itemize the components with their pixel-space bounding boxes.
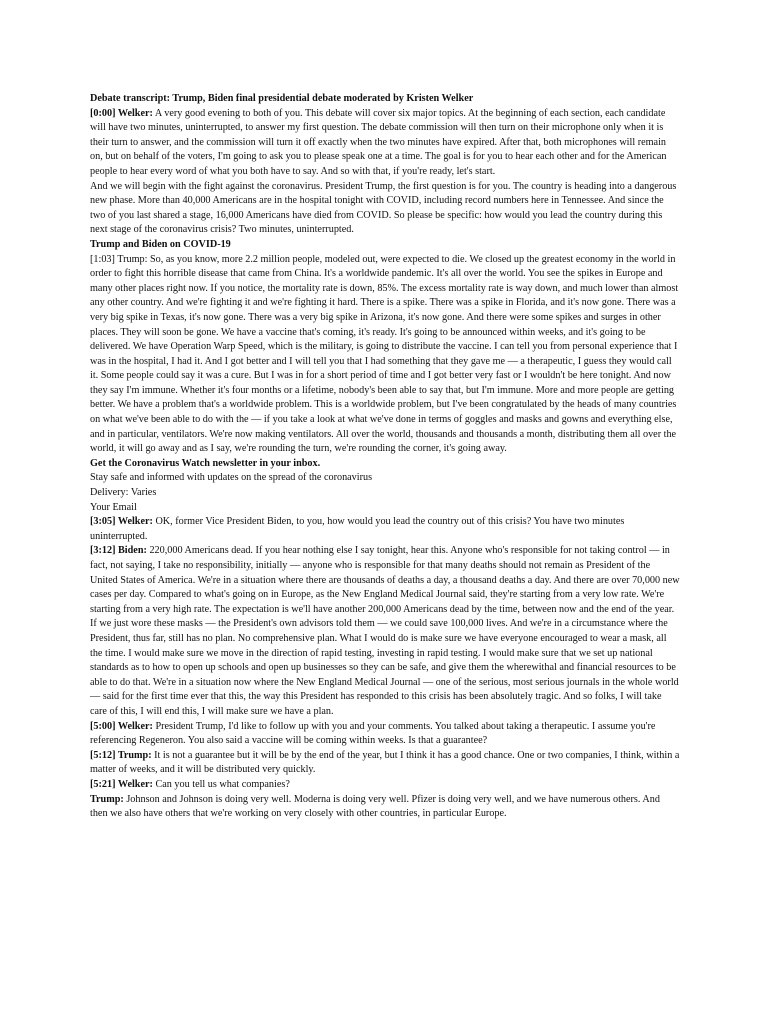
transcript-paragraph (90, 793, 680, 822)
section-heading: Get the Coronavirus Watch newsletter in your inbox. (90, 457, 321, 469)
section-heading: Trump and Biden on COVID-19 (90, 238, 231, 250)
transcript-paragraph (90, 778, 680, 793)
transcript-paragraph (90, 180, 680, 238)
paragraph-text: And we will begin with the fight against the coronavirus. President Trump, the first question is for you. The country is heading into a dangerous new phase. More than 40,000 Americans are in the hospital tonight with COVID, including record numbers here in Tennessee. And since the two of you last shared a stage, 16,000 Americans have died from COVID. So please be specific: how would you lead the country during this next stage of the coronavirus crisis? Two minutes, uninterrupted. (90, 180, 677, 236)
speaker-timestamp: [3:12] Biden: (90, 545, 147, 557)
transcript-paragraph (90, 486, 680, 501)
transcript-paragraph (90, 544, 680, 719)
paragraph-text: Can you tell us what companies? (152, 778, 290, 790)
transcript-paragraph (90, 107, 680, 180)
paragraph-text: Delivery: Varies (90, 487, 157, 499)
transcript-body (90, 107, 680, 822)
transcript-paragraph (90, 515, 680, 544)
paragraph-text: OK, former Vice President Biden, to you, how would you lead the country out of this crisis? You have two minutes uninterrupted. (90, 516, 625, 542)
speaker-timestamp: [5:00] Welker: (90, 720, 153, 732)
document-title: Debate transcript: Trump, Biden final presidential debate moderated by Kristen Welker (90, 93, 474, 104)
transcript-paragraph (90, 749, 680, 778)
paragraph-text: It is not a guarantee but it will be by the end of the year, but I think it has a good chance. One or two companies, I think, within a matter of weeks, and it will be distributed very quickly. (90, 749, 680, 776)
speaker-timestamp: [0:00] Welker: (90, 107, 153, 119)
paragraph-text: Stay safe and informed with updates on the spread of the coronavirus (90, 472, 373, 484)
transcript-paragraph (90, 471, 680, 486)
transcript-document (90, 92, 680, 822)
speaker-timestamp: [5:12] Trump: (90, 749, 152, 761)
paragraph-text: Your Email (90, 501, 137, 513)
speaker-timestamp: [3:05] Welker: (90, 516, 153, 528)
transcript-paragraph (90, 253, 680, 457)
paragraph-text: [1:03] Trump: So, as you know, more 2.2 million people, modeled out, were expected to die. We closed up the greatest economy in the world in order to fight this horrible disease that came from China. It's a worldwide pandemic. It's all over the world. You see the spikes in Europe and many other places right now. If you notice, the mortality rate is down, 85%. The excess mortality rate is way down, and much lower than almost any other country. And we're fighting it and we're fighting it hard. There is a spike. There was a spike in Florida, and it's now gone. There was a very big spike in Texas, it's now gone. There was a very big spike in Arizona, it's now gone. And there were some spikes and surges in other places. They will soon be gone. We have a vaccine that's coming, it's ready. It's going to be announced within weeks, and it's going to be delivered. We have Operation Warp Speed, which is the military, is going to distribute the vaccine. I can tell you from personal experience that I was in the hospital, I had it. And I got better and I will tell you that I had something that they gave me — a therapeutic, I guess they would call it. Some people could say it was a cure. But I was in for a short period of time and I got better very fast or I wouldn't be here tonight. And now they say I'm immune. Whether it's four months or a lifetime, nobody's been able to say that, but I'm immune. More and more people are getting better. We have a problem that's a worldwide problem. This is a worldwide problem, but I've been congratulated by the heads of many countries on what we've been able to do with the — if you take a look at what we've done in terms of goggles and masks and gowns and everything else, and in particular, ventilators. We're now making ventilators. All over the world, thousands and thousands a month, distributing them all over the world, it will go away and as I say, we're rounding the turn, we're rounding the corner, it's going away. (90, 253, 679, 455)
speaker-timestamp: Trump: (90, 793, 124, 805)
speaker-timestamp: [5:21] Welker: (90, 778, 153, 790)
paragraph-text: A very good evening to both of you. This debate will cover six major topics. At the beginning of each section, each candidate will have two minutes, uninterrupted, to answer my first question. The debate commission will then turn on their microphone only when it is their turn to answer, and the commission will turn it off exactly when the two minutes have expired. After that, both microphones will remain on, but on behalf of the voters, I'm going to ask you to please speak one at a time. The goal is for you to hear each other and for the American people to hear every word of what you both have to say. And so with that, if you're ready, let's start. (90, 107, 667, 177)
paragraph-text: 220,000 Americans dead. If you hear nothing else I say tonight, hear this. Anyone who's responsible for not taking control — in fact, not saying, I take no responsibility, initially — anyone who is responsible for that many deaths should not remain as President of the United States of America. We're in a situation where there are thousands of deaths a day, a thousand deaths a day. And there are over 70,000 new cases per day. Compared to what's going on in Europe, as the New England Medical Journal said, they're starting from a very low rate. We're starting from a very high rate. The expectation is we'll have another 200,000 Americans dead by the time, between now and the end of the year. If we just wore these masks — the President's own advisors told them — we could save 100,000 lives. And we're in a circumstance where the President, thus far, still has no plan. No comprehensive plan. What I would do is make sure we have everyone encouraged to wear a mask, all the time. I would make sure we move in the direction of rapid testing, investing in rapid testing. I would make sure that we set up national standards as to how to open up schools and open up businesses so they can be safe, and give them the wherewithal and financial resources to be able to do that. We're in a situation now where the New England Medical Journal — one of the serious, most serious journals in the whole world — said for the first time ever that this, the way this President has responded to this crisis has been absolutely tragic. And so folks, I will take care of this, I will end this, I will make sure we have a plan. (90, 545, 680, 717)
paragraph-text: Johnson and Johnson is doing very well. Moderna is doing very well. Pfizer is doing very well, and we have numerous others. And then we also have others that we're working on very closely with other countries, in particular Europe. (90, 793, 660, 820)
transcript-paragraph (90, 720, 680, 749)
paragraph-text: President Trump, I'd like to follow up with you and your comments. You talked about taking a therapeutic. I assume you're referencing Regeneron. You also said a vaccine will be coming within weeks. Is that a guarantee? (90, 720, 656, 747)
transcript-paragraph (90, 501, 680, 516)
